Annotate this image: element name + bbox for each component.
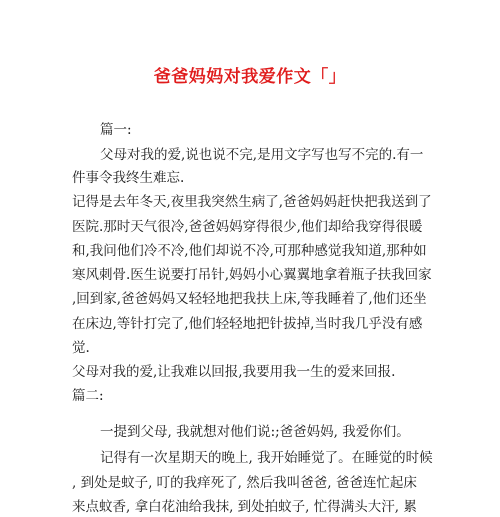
paragraph-line: 记得是去年冬天,夜里我突然生病了,爸爸妈妈赶快把我送到了 bbox=[72, 194, 432, 210]
paragraph-line: 和,我问他们冷不冷,他们却说不冷,可那种感觉我知道,那种如 bbox=[72, 243, 427, 259]
paragraph-line: 来点蚊香, 拿白花油给我抹, 到处拍蚊子, 忙得满头大汗, 累 bbox=[72, 499, 417, 515]
paragraph-line: 觉. bbox=[72, 340, 90, 356]
document-title: 爸爸妈妈对我爱作文「」 bbox=[153, 67, 347, 87]
paragraph-line: 一提到父母, 我就想对他们说:;爸爸妈妈, 我爱你们。 bbox=[100, 424, 410, 440]
paragraph-line: 父母对我的爱,让我难以回报,我要用我一生的爱来回报. bbox=[72, 364, 396, 380]
paragraph-line: 记得有一次星期天的晚上, 我开始睡觉了。在睡觉的时候 bbox=[100, 450, 433, 466]
paragraph-line: ,回到家,爸爸妈妈又轻轻地把我扶上床,等我睡着了,他们还坐 bbox=[72, 291, 427, 307]
paragraph-line: 在床边,等针打完了,他们轻轻地把针拔掉,当时我几乎没有感 bbox=[72, 316, 423, 332]
paragraph-line: 寒风刺骨.医生说要打吊针,妈妈小心翼翼地拿着瓶子扶我回家 bbox=[72, 267, 432, 283]
paragraph-line: 件事令我终生难忘. bbox=[72, 170, 185, 186]
paragraph-line: , 到处是蚊子, 叮的我痒死了, 然后我叫爸爸, 爸爸连忙起床 bbox=[72, 475, 417, 491]
paragraph-line: 医院.那时天气很冷,爸爸妈妈穿得很少,他们却给我穿得很暖 bbox=[72, 219, 423, 235]
section-heading-1: 篇一: bbox=[100, 122, 132, 138]
paragraph-line: 父母对我的爱,说也说不完,是用文字写也写不完的.有一 bbox=[100, 147, 424, 163]
section-heading-2: 篇二: bbox=[72, 388, 104, 404]
